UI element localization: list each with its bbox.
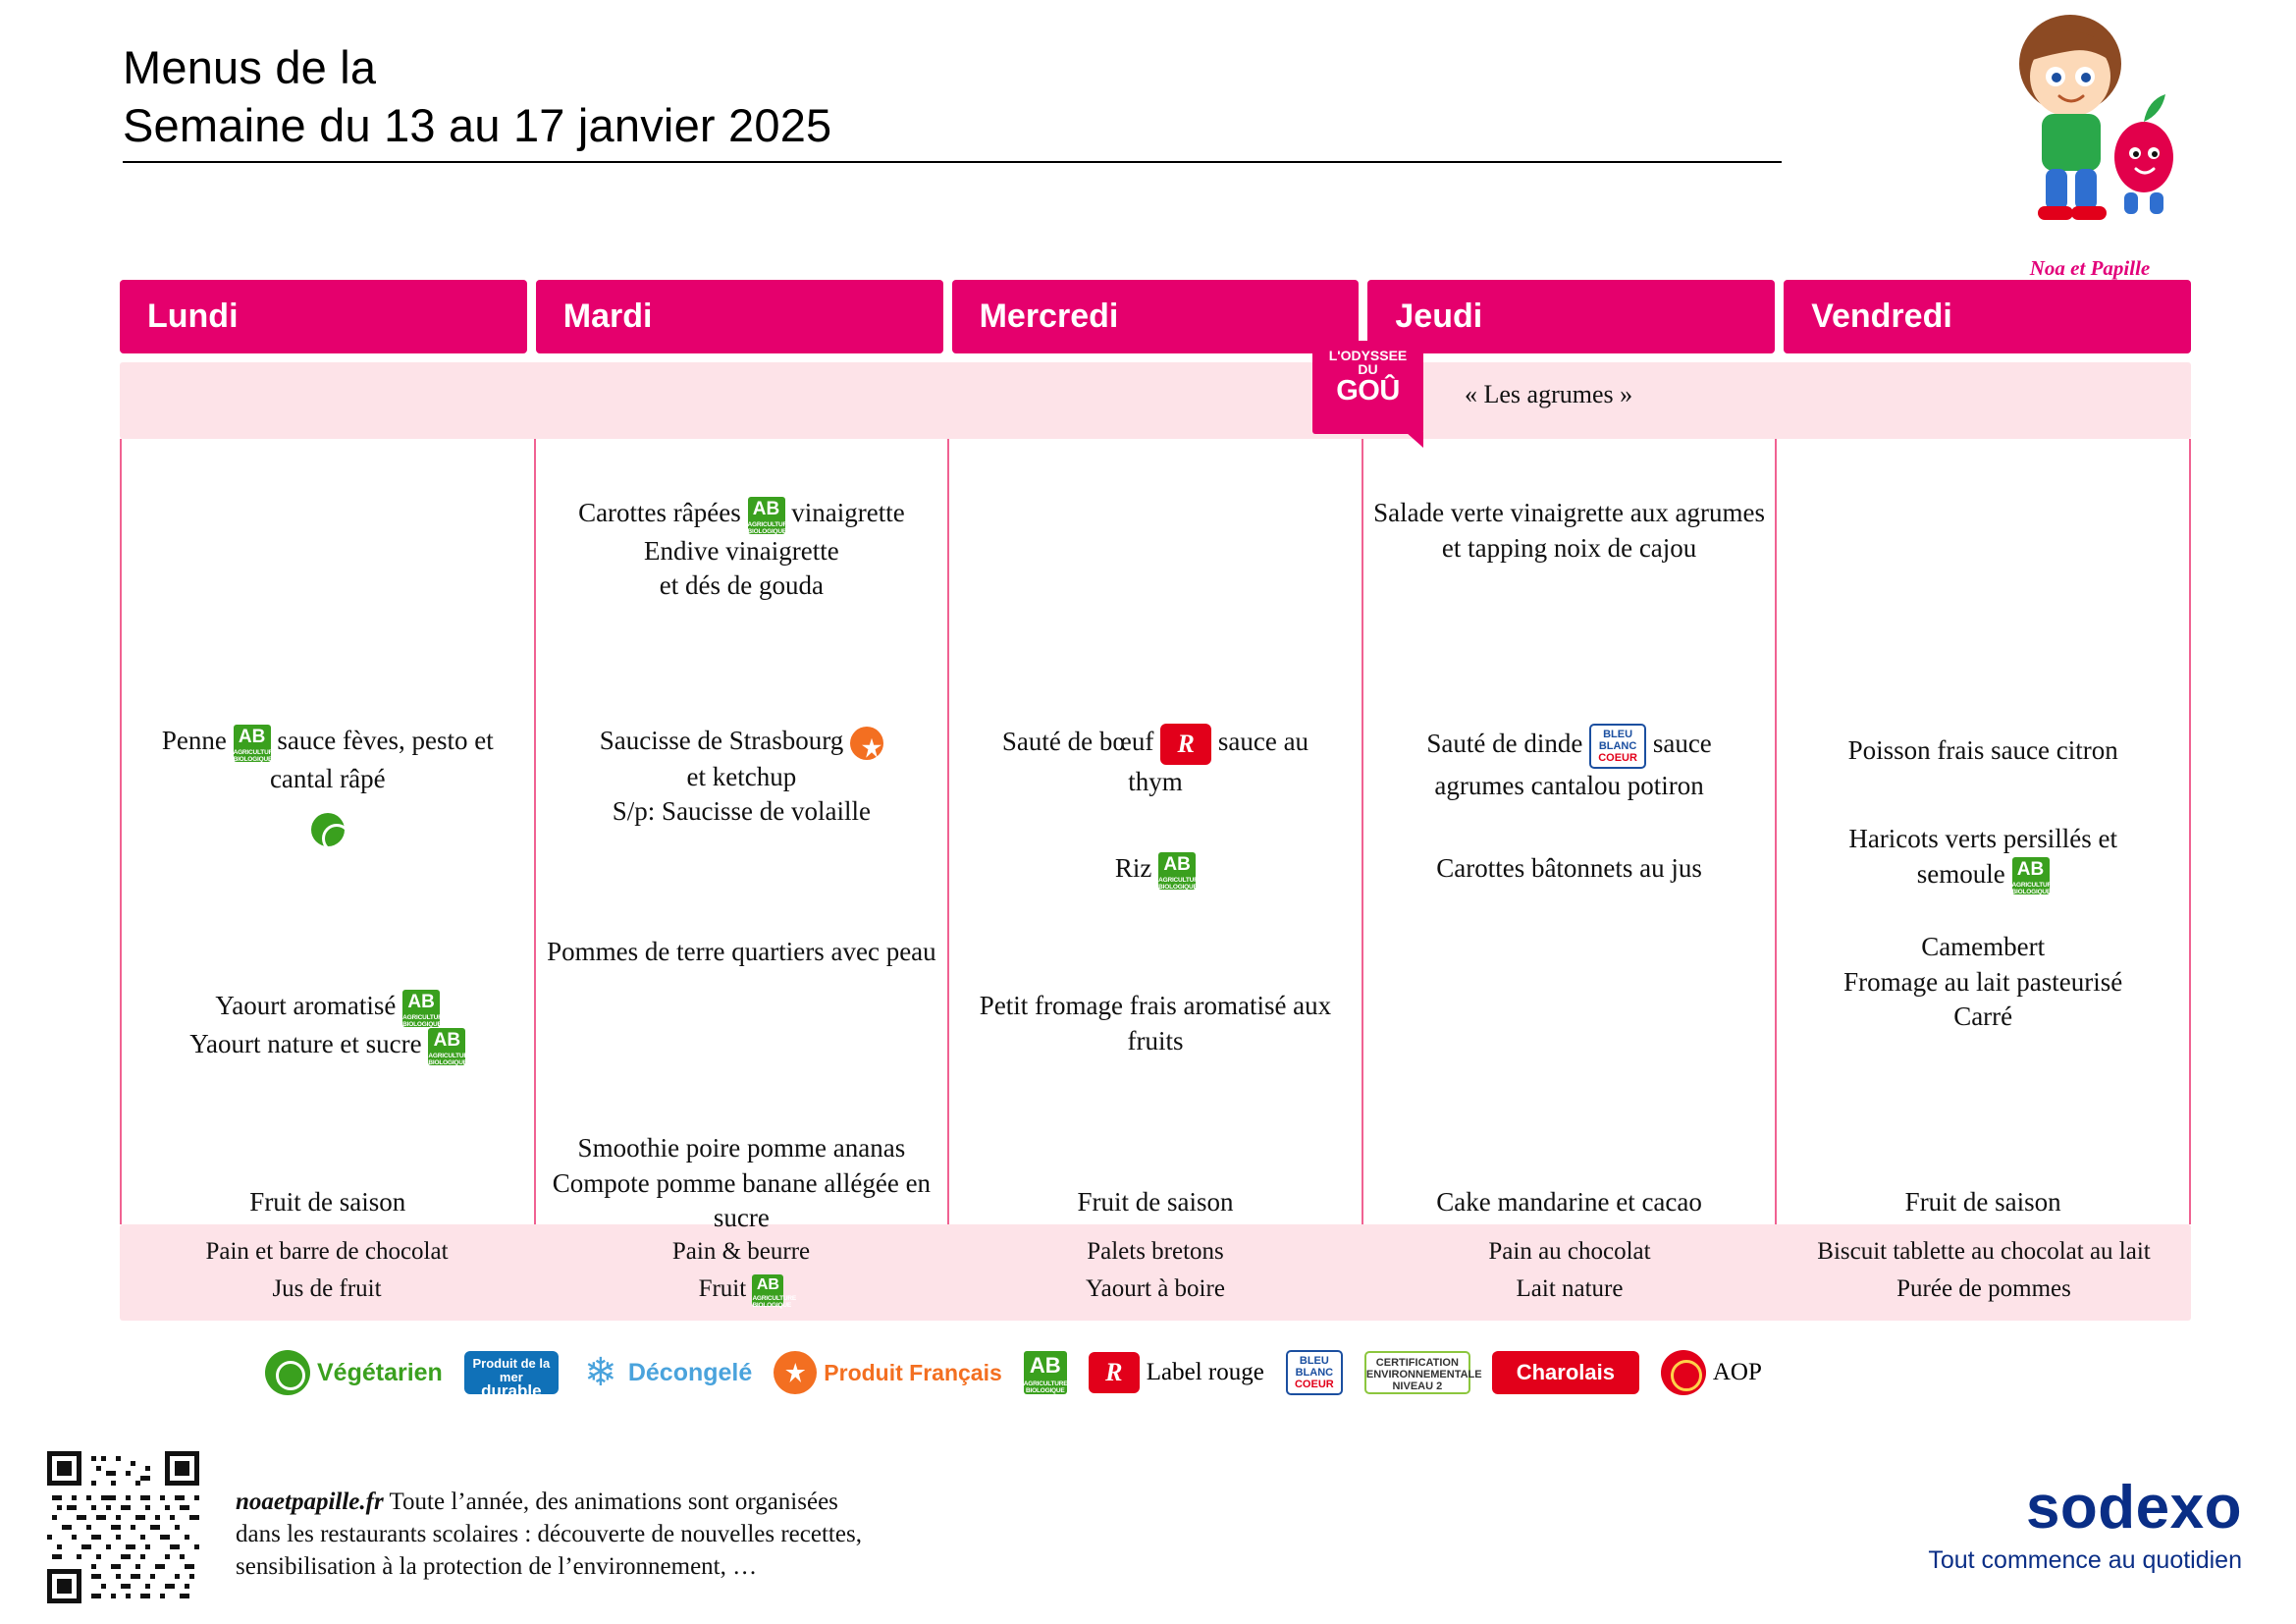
legend-item-charolais <box>1492 1351 1639 1394</box>
agriculture-biologique-icon: AB AGRICULTURE BIOLOGIQUE <box>752 1275 797 1309</box>
jeudi-plat-c: agrumes cantalou potiron <box>1434 771 1704 800</box>
legend-item-produit-mer-durable <box>464 1351 559 1400</box>
jeudi-plat <box>1371 724 1768 804</box>
legend-label-decongele: Décongelé <box>627 1358 753 1386</box>
odyssee-du-gout-icon <box>1312 341 1423 434</box>
animation-label: « Les agrumes » <box>1465 380 1633 408</box>
title-divider <box>123 161 1782 163</box>
lundi-plat <box>130 724 526 846</box>
vendredi-produit-c: Carré <box>1953 1001 2013 1032</box>
sodexo-tagline: Tout commence au quotidien <box>1928 1546 2242 1574</box>
vendredi-plat: Poisson frais sauce citron <box>1847 735 2118 765</box>
gouter-mardi-line1: Pain & beurre <box>671 1238 811 1265</box>
produit-francais-icon <box>850 727 883 760</box>
gouter-mercredi-line1: Palets bretons <box>1087 1238 1224 1265</box>
sodexo-wordmark: sodexo <box>2025 1474 2242 1542</box>
mardi-plat-c: S/p: Saucisse de volaille <box>612 796 871 827</box>
lundi-produit-laitier <box>130 989 526 1065</box>
menu-column-mercredi <box>949 439 1363 1224</box>
aop-icon <box>1661 1350 1706 1395</box>
mardi-dessert <box>544 1131 940 1236</box>
agriculture-biologique-icon: AB AGRICULTURE BIOLOGIQUE <box>1023 1353 1068 1394</box>
menu-column-jeudi <box>1363 439 1778 1224</box>
mardi-entree-c: et dés de gouda <box>659 570 824 601</box>
vegetarien-icon <box>265 1350 310 1395</box>
jeudi-garniture: Carottes bâtonnets au jus <box>1436 853 1702 883</box>
mardi-plat <box>544 724 940 830</box>
gouter-mardi <box>534 1224 948 1321</box>
animation-banner <box>120 348 2191 439</box>
sodexo-logo <box>1928 1473 2242 1575</box>
mascot-svg <box>1987 10 2193 255</box>
agriculture-biologique-icon: AB AGRICULTURE BIOLOGIQUE <box>402 991 447 1028</box>
legend-label-aop: AOP <box>1712 1359 1762 1385</box>
footer-text-1: Toute l’année, des animations sont organisées <box>389 1489 838 1515</box>
gouter-row <box>120 1224 2191 1321</box>
qr-code-svg <box>47 1451 199 1603</box>
day-header-jeudi: Jeudi <box>1367 280 1775 353</box>
vendredi-produit-a: Camembert <box>1921 932 2046 961</box>
legend-item-vegetarien <box>265 1350 443 1395</box>
jeudi-dessert: Cake mandarine et cacao <box>1436 1187 1702 1217</box>
mardi-entree-a2: vinaigrette <box>791 498 905 527</box>
vendredi-dessert: Fruit de saison <box>1904 1187 2061 1217</box>
gouter-lundi-line2: Jus de fruit <box>272 1274 382 1302</box>
legend-item-ab <box>1024 1351 1067 1394</box>
mercredi-plat-b: sauce au <box>1217 727 1309 757</box>
lundi-plat-a: Penne <box>161 726 227 755</box>
vendredi-garniture <box>1785 822 2181 894</box>
lundi-dessert: Fruit de saison <box>249 1187 406 1217</box>
lundi-plat-b: sauce fèves, pesto et <box>277 726 494 755</box>
odyssee-line1: L'ODYSSEE <box>1328 348 1408 363</box>
footer-text-2: dans les restaurants scolaires : découverte de nouvelles recettes, <box>236 1521 862 1547</box>
mardi-entree-b: Endive vinaigrette <box>644 535 839 566</box>
menu-columns <box>120 439 2191 1233</box>
legend-item-aop <box>1661 1350 1762 1395</box>
jeudi-entree: Salade verte vinaigrette aux agrumes et tapping noix de cajou <box>1373 498 1765 563</box>
label-rouge-icon: R <box>1089 1352 1140 1393</box>
mascot-name: Noa et Papille <box>2029 256 2151 280</box>
menu-column-vendredi <box>1777 439 2191 1224</box>
menu-column-mardi <box>536 439 950 1233</box>
day-header-vendredi: Vendredi <box>1784 280 2191 353</box>
gouter-jeudi-line2: Lait nature <box>1516 1274 1624 1302</box>
day-header-mardi: Mardi <box>536 280 943 353</box>
menu-grid <box>120 280 2191 1321</box>
odyssee-line2: DU <box>1358 361 1378 378</box>
mercredi-plat-a: Sauté de bœuf <box>1001 727 1154 757</box>
agriculture-biologique-icon: AB AGRICULTURE BIOLOGIQUE <box>1158 853 1202 891</box>
gouter-mercredi <box>948 1224 1362 1321</box>
charolais-icon: Charolais <box>1492 1351 1639 1394</box>
mercredi-plat-c: thym <box>1128 767 1183 796</box>
mercredi-garniture-text: Riz <box>1114 853 1152 883</box>
mardi-entree-a: Carottes râpées <box>578 498 741 527</box>
mercredi-plat <box>957 724 1354 800</box>
vendredi-garniture-b: semoule <box>1916 858 2005 889</box>
produit-mer-durable-icon: Produit de la mer durable <box>464 1351 559 1394</box>
gouter-jeudi <box>1362 1224 1777 1321</box>
mardi-dessert-b: Compote pomme banane allégée en sucre <box>552 1167 932 1233</box>
mercredi-dessert: Fruit de saison <box>1077 1187 1234 1217</box>
legend-label-produit-francais: Produit Français <box>824 1359 1002 1385</box>
bleu-blanc-coeur-icon: BLEU BLANC COEUR <box>1286 1350 1343 1395</box>
legend-item-produit-francais <box>774 1351 1001 1394</box>
footer-text-3: sensibilisation à la protection de l’environnement, … <box>236 1553 758 1580</box>
legend-item-certification-environnementale <box>1364 1351 1482 1394</box>
page-header <box>123 39 1791 163</box>
decongele-icon: ❄ <box>584 1351 617 1394</box>
page-title-line2: Semaine du 13 au 17 janvier 2025 <box>123 98 832 151</box>
label-rouge-icon: R <box>1160 724 1211 765</box>
day-header-lundi: Lundi <box>120 280 527 353</box>
agriculture-biologique-icon: AB AGRICULTURE BIOLOGIQUE <box>2011 859 2056 896</box>
vendredi-fromage <box>1785 930 2181 1035</box>
gouter-jeudi-line1: Pain au chocolat <box>1488 1238 1651 1265</box>
lundi-produit-b: Yaourt nature et sucre <box>189 1028 422 1058</box>
day-header-row <box>120 280 2191 353</box>
gouter-vendredi-line1: Biscuit tablette au chocolat au lait <box>1817 1238 2151 1265</box>
footer-website-link[interactable]: noaetpapille.fr <box>236 1489 384 1515</box>
gouter-mardi-line2: Fruit <box>698 1274 747 1302</box>
mascot-illustration <box>1987 10 2193 285</box>
legend-row <box>265 1350 2032 1400</box>
vegetarien-icon <box>311 813 345 846</box>
vendredi-produit-b: Fromage au lait pasteurisé <box>1843 966 2123 997</box>
agriculture-biologique-icon: AB AGRICULTURE BIOLOGIQUE <box>233 726 278 763</box>
gouter-mercredi-line2: Yaourt à boire <box>1086 1274 1225 1302</box>
mardi-plat-a: Saucisse de Strasbourg <box>599 726 844 755</box>
legend-label-vegetarien: Végétarien <box>317 1358 443 1386</box>
footer-note <box>236 1486 982 1583</box>
odyssee-line3: GOÛ <box>1336 374 1400 406</box>
menu-column-lundi <box>120 439 536 1224</box>
legend-item-decongele <box>580 1352 752 1393</box>
page-title-line1: Menus de la <box>123 41 377 93</box>
mardi-garniture: Pommes de terre quartiers avec peau <box>547 937 936 966</box>
gouter-vendredi-line2: Purée de pommes <box>1896 1274 2071 1302</box>
legend-item-bleu-blanc-coeur <box>1286 1350 1343 1395</box>
gouter-lundi <box>120 1224 534 1321</box>
certification-environnementale-icon: CERTIFICATION ENVIRONNEMENTALE NIVEAU 2 <box>1364 1351 1470 1394</box>
jeudi-plat-b: sauce <box>1652 729 1712 759</box>
gouter-lundi-line1: Pain et barre de chocolat <box>205 1238 449 1265</box>
lundi-produit-a: Yaourt aromatisé <box>215 991 397 1020</box>
bleu-blanc-coeur-icon: BLEU BLANC COEUR <box>1589 724 1646 769</box>
legend-label-label-rouge: Label rouge <box>1146 1359 1264 1385</box>
mardi-entree <box>544 496 940 604</box>
agriculture-biologique-icon: AB AGRICULTURE BIOLOGIQUE <box>428 1029 473 1066</box>
lundi-plat-c: cantal râpé <box>269 763 386 793</box>
mardi-plat-b: et ketchup <box>686 761 797 791</box>
day-header-mercredi: Mercredi <box>952 280 1360 353</box>
mercredi-produit-laitier: Petit fromage frais aromatisé aux fruits <box>979 991 1332 1056</box>
qr-code[interactable] <box>47 1451 199 1603</box>
gouter-vendredi <box>1777 1224 2191 1321</box>
jeudi-plat-a: Sauté de dinde <box>1426 729 1583 759</box>
mercredi-garniture <box>957 851 1354 890</box>
produit-francais-icon <box>774 1351 817 1394</box>
mardi-dessert-a: Smoothie poire pomme ananas <box>577 1133 906 1163</box>
vendredi-garniture-a: Haricots verts persillés et <box>1848 824 2117 853</box>
agriculture-biologique-icon: AB AGRICULTURE BIOLOGIQUE <box>747 498 792 535</box>
legend-item-label-rouge <box>1089 1352 1264 1393</box>
